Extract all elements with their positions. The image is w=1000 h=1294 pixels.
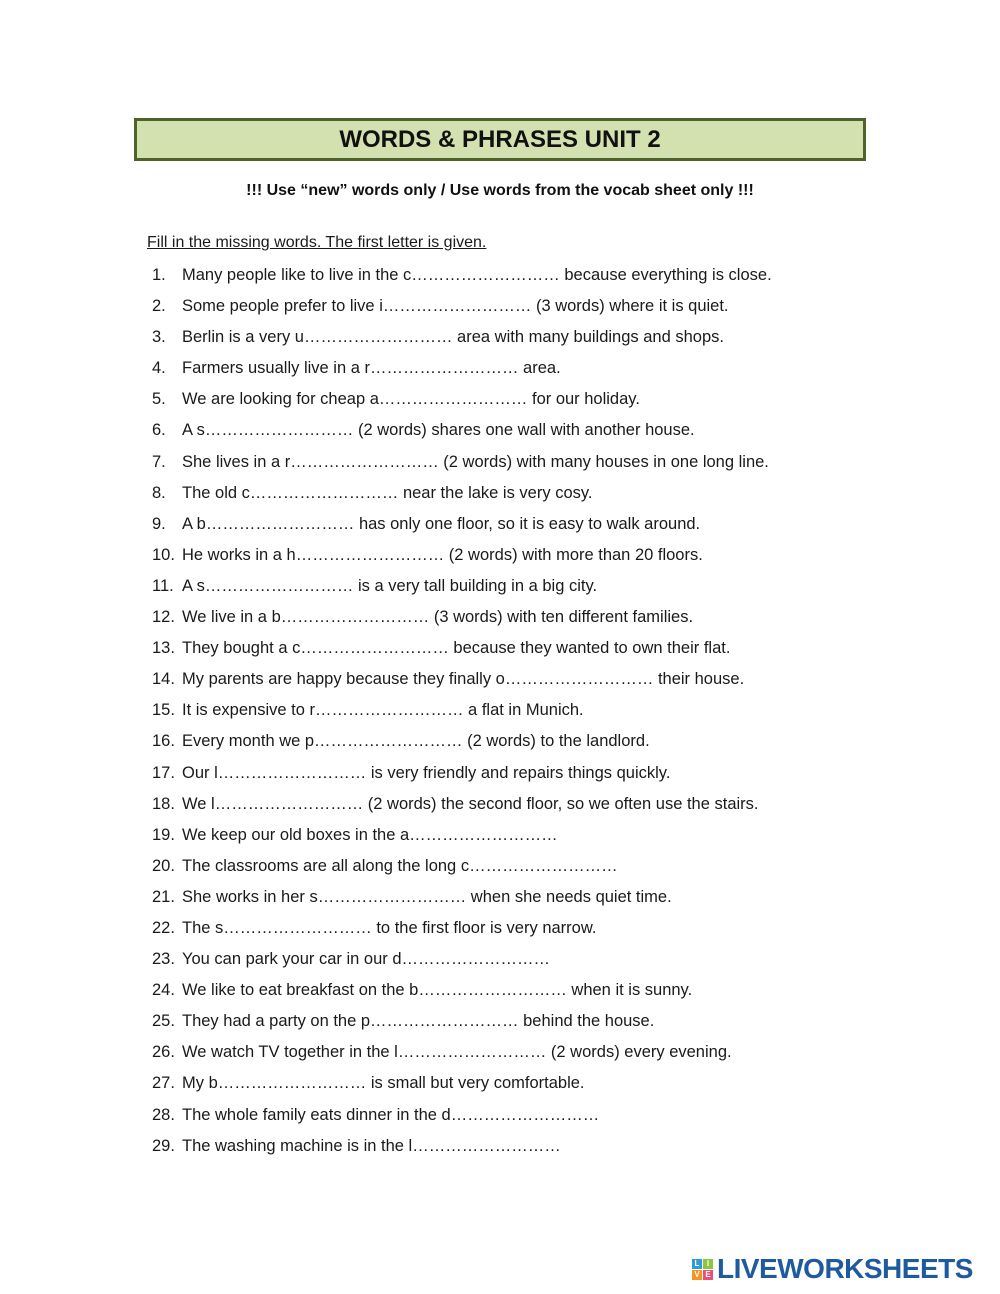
- item-number: 5.: [152, 390, 166, 409]
- item-text: Some people prefer to live i……………………… (3 words) where it is quiet.: [182, 297, 729, 316]
- page-title: WORDS & PHRASES UNIT 2: [339, 125, 661, 153]
- item-text: It is expensive to r……………………… a flat in Munich.: [182, 701, 584, 720]
- item-text: The old c……………………… near the lake is very cosy.: [182, 483, 593, 502]
- item-number: 4.: [152, 359, 166, 378]
- exercise-item: [152, 666, 872, 697]
- item-text: The washing machine is in the l………………………: [182, 1136, 561, 1155]
- exercise-item: [152, 293, 872, 324]
- item-number: 7.: [152, 452, 166, 471]
- item-number: 21.: [152, 887, 175, 906]
- exercise-item: [152, 511, 872, 542]
- item-text: The classrooms are all along the long c………………………: [182, 856, 618, 875]
- item-text: They bought a c……………………… because they wanted to own their flat.: [182, 639, 731, 658]
- item-number: 3.: [152, 328, 166, 347]
- exercise-item: [152, 635, 872, 666]
- exercise-item: [152, 1039, 872, 1070]
- subtitle: !!! Use “new” words only / Use words from the vocab sheet only !!!: [246, 182, 754, 199]
- item-text: We l……………………… (2 words) the second floor, so we often use the stairs.: [182, 794, 759, 813]
- exercise-item: [152, 573, 872, 604]
- exercise-item: [152, 977, 872, 1008]
- logo-mark-letter: E: [703, 1270, 713, 1280]
- exercise-item: [152, 262, 872, 293]
- exercise-item: [152, 822, 872, 853]
- item-text: He works in a h……………………… (2 words) with more than 20 floors.: [182, 545, 703, 564]
- item-number: 6.: [152, 421, 166, 440]
- item-number: 16.: [152, 732, 175, 751]
- exercise-item: [152, 1008, 872, 1039]
- exercise-item: [152, 760, 872, 791]
- item-text: Farmers usually live in a r……………………… area.: [182, 359, 561, 378]
- item-text: We watch TV together in the l……………………… (2 words) every evening.: [182, 1043, 732, 1062]
- item-text: Many people like to live in the c……………………… because everything is close.: [182, 266, 772, 284]
- item-text: A b……………………… has only one floor, so it is easy to walk around.: [182, 514, 701, 533]
- item-text: My parents are happy because they finally o……………………… their house.: [182, 670, 745, 689]
- item-number: 2.: [152, 297, 166, 316]
- item-number: 10.: [152, 545, 175, 564]
- exercise-item: [152, 1070, 872, 1101]
- exercise-item: [152, 697, 872, 728]
- item-number: 15.: [152, 701, 175, 720]
- exercise-item: [152, 386, 872, 417]
- item-number: 18.: [152, 794, 175, 813]
- exercise-list: [152, 262, 872, 1164]
- exercise-item: [152, 728, 872, 759]
- item-number: 22.: [152, 918, 175, 937]
- item-text: We are looking for cheap a……………………… for our holiday.: [182, 390, 640, 409]
- item-text: They had a party on the p……………………… behind the house.: [182, 1012, 655, 1031]
- item-number: 12.: [152, 608, 175, 627]
- exercise-item: [152, 1133, 872, 1164]
- exercise-item: [152, 417, 872, 448]
- item-text: A s……………………… (2 words) shares one wall with another house.: [182, 421, 695, 440]
- item-text: She works in her s……………………… when she needs quiet time.: [182, 887, 672, 906]
- item-number: 14.: [152, 670, 175, 689]
- item-number: 27.: [152, 1074, 175, 1093]
- exercise-item: [152, 1102, 872, 1133]
- item-text: Our l……………………… is very friendly and repairs things quickly.: [182, 763, 671, 782]
- exercise-item: [152, 324, 872, 355]
- item-number: 19.: [152, 825, 175, 844]
- exercise-item: [152, 853, 872, 884]
- item-text: You can park your car in our d………………………: [182, 950, 551, 969]
- item-number: 17.: [152, 763, 175, 782]
- item-text: We keep our old boxes in the a………………………: [182, 825, 558, 844]
- item-number: 13.: [152, 639, 175, 658]
- item-text: The s……………………… to the first floor is very narrow.: [182, 918, 597, 937]
- exercise-item: [152, 791, 872, 822]
- item-number: 11.: [152, 576, 174, 595]
- exercise-item: [152, 884, 872, 915]
- item-number: 9.: [152, 514, 166, 533]
- exercise-item: [152, 946, 872, 977]
- exercise-item: [152, 542, 872, 573]
- item-number: 28.: [152, 1105, 175, 1124]
- item-number: 8.: [152, 483, 166, 502]
- item-number: 1.: [152, 266, 166, 284]
- item-text: We like to eat breakfast on the b……………………… when it is sunny.: [182, 981, 693, 1000]
- item-text: Berlin is a very u……………………… area with many buildings and shops.: [182, 328, 724, 347]
- item-text: Every month we p……………………… (2 words) to the landlord.: [182, 732, 650, 751]
- item-text: She lives in a r……………………… (2 words) with many houses in one long line.: [182, 452, 769, 471]
- item-text: A s……………………… is a very tall building in a big city.: [182, 576, 598, 595]
- item-text: We live in a b……………………… (3 words) with ten different families.: [182, 608, 694, 627]
- item-number: 24.: [152, 981, 175, 1000]
- liveworksheets-logo: [692, 1254, 973, 1284]
- logo-icon: [692, 1259, 713, 1280]
- exercise-item: [152, 355, 872, 386]
- exercise-item: [152, 449, 872, 480]
- item-number: 23.: [152, 950, 175, 969]
- logo-mark-letter: I: [703, 1259, 713, 1269]
- exercise-item: [152, 480, 872, 511]
- instruction: Fill in the missing words. The first letter is given.: [147, 234, 487, 251]
- logo-mark-letter: L: [692, 1259, 702, 1269]
- logo-mark-letter: V: [692, 1270, 702, 1280]
- item-text: My b……………………… is small but very comfortable.: [182, 1074, 585, 1093]
- title-box: [134, 118, 866, 161]
- item-number: 29.: [152, 1136, 175, 1155]
- logo-text: LIVEWORKSHEETS: [717, 1253, 973, 1284]
- exercise-item: [152, 915, 872, 946]
- item-number: 25.: [152, 1012, 175, 1031]
- item-number: 26.: [152, 1043, 175, 1062]
- exercise-item: [152, 604, 872, 635]
- item-text: The whole family eats dinner in the d………………………: [182, 1105, 600, 1124]
- item-number: 20.: [152, 856, 175, 875]
